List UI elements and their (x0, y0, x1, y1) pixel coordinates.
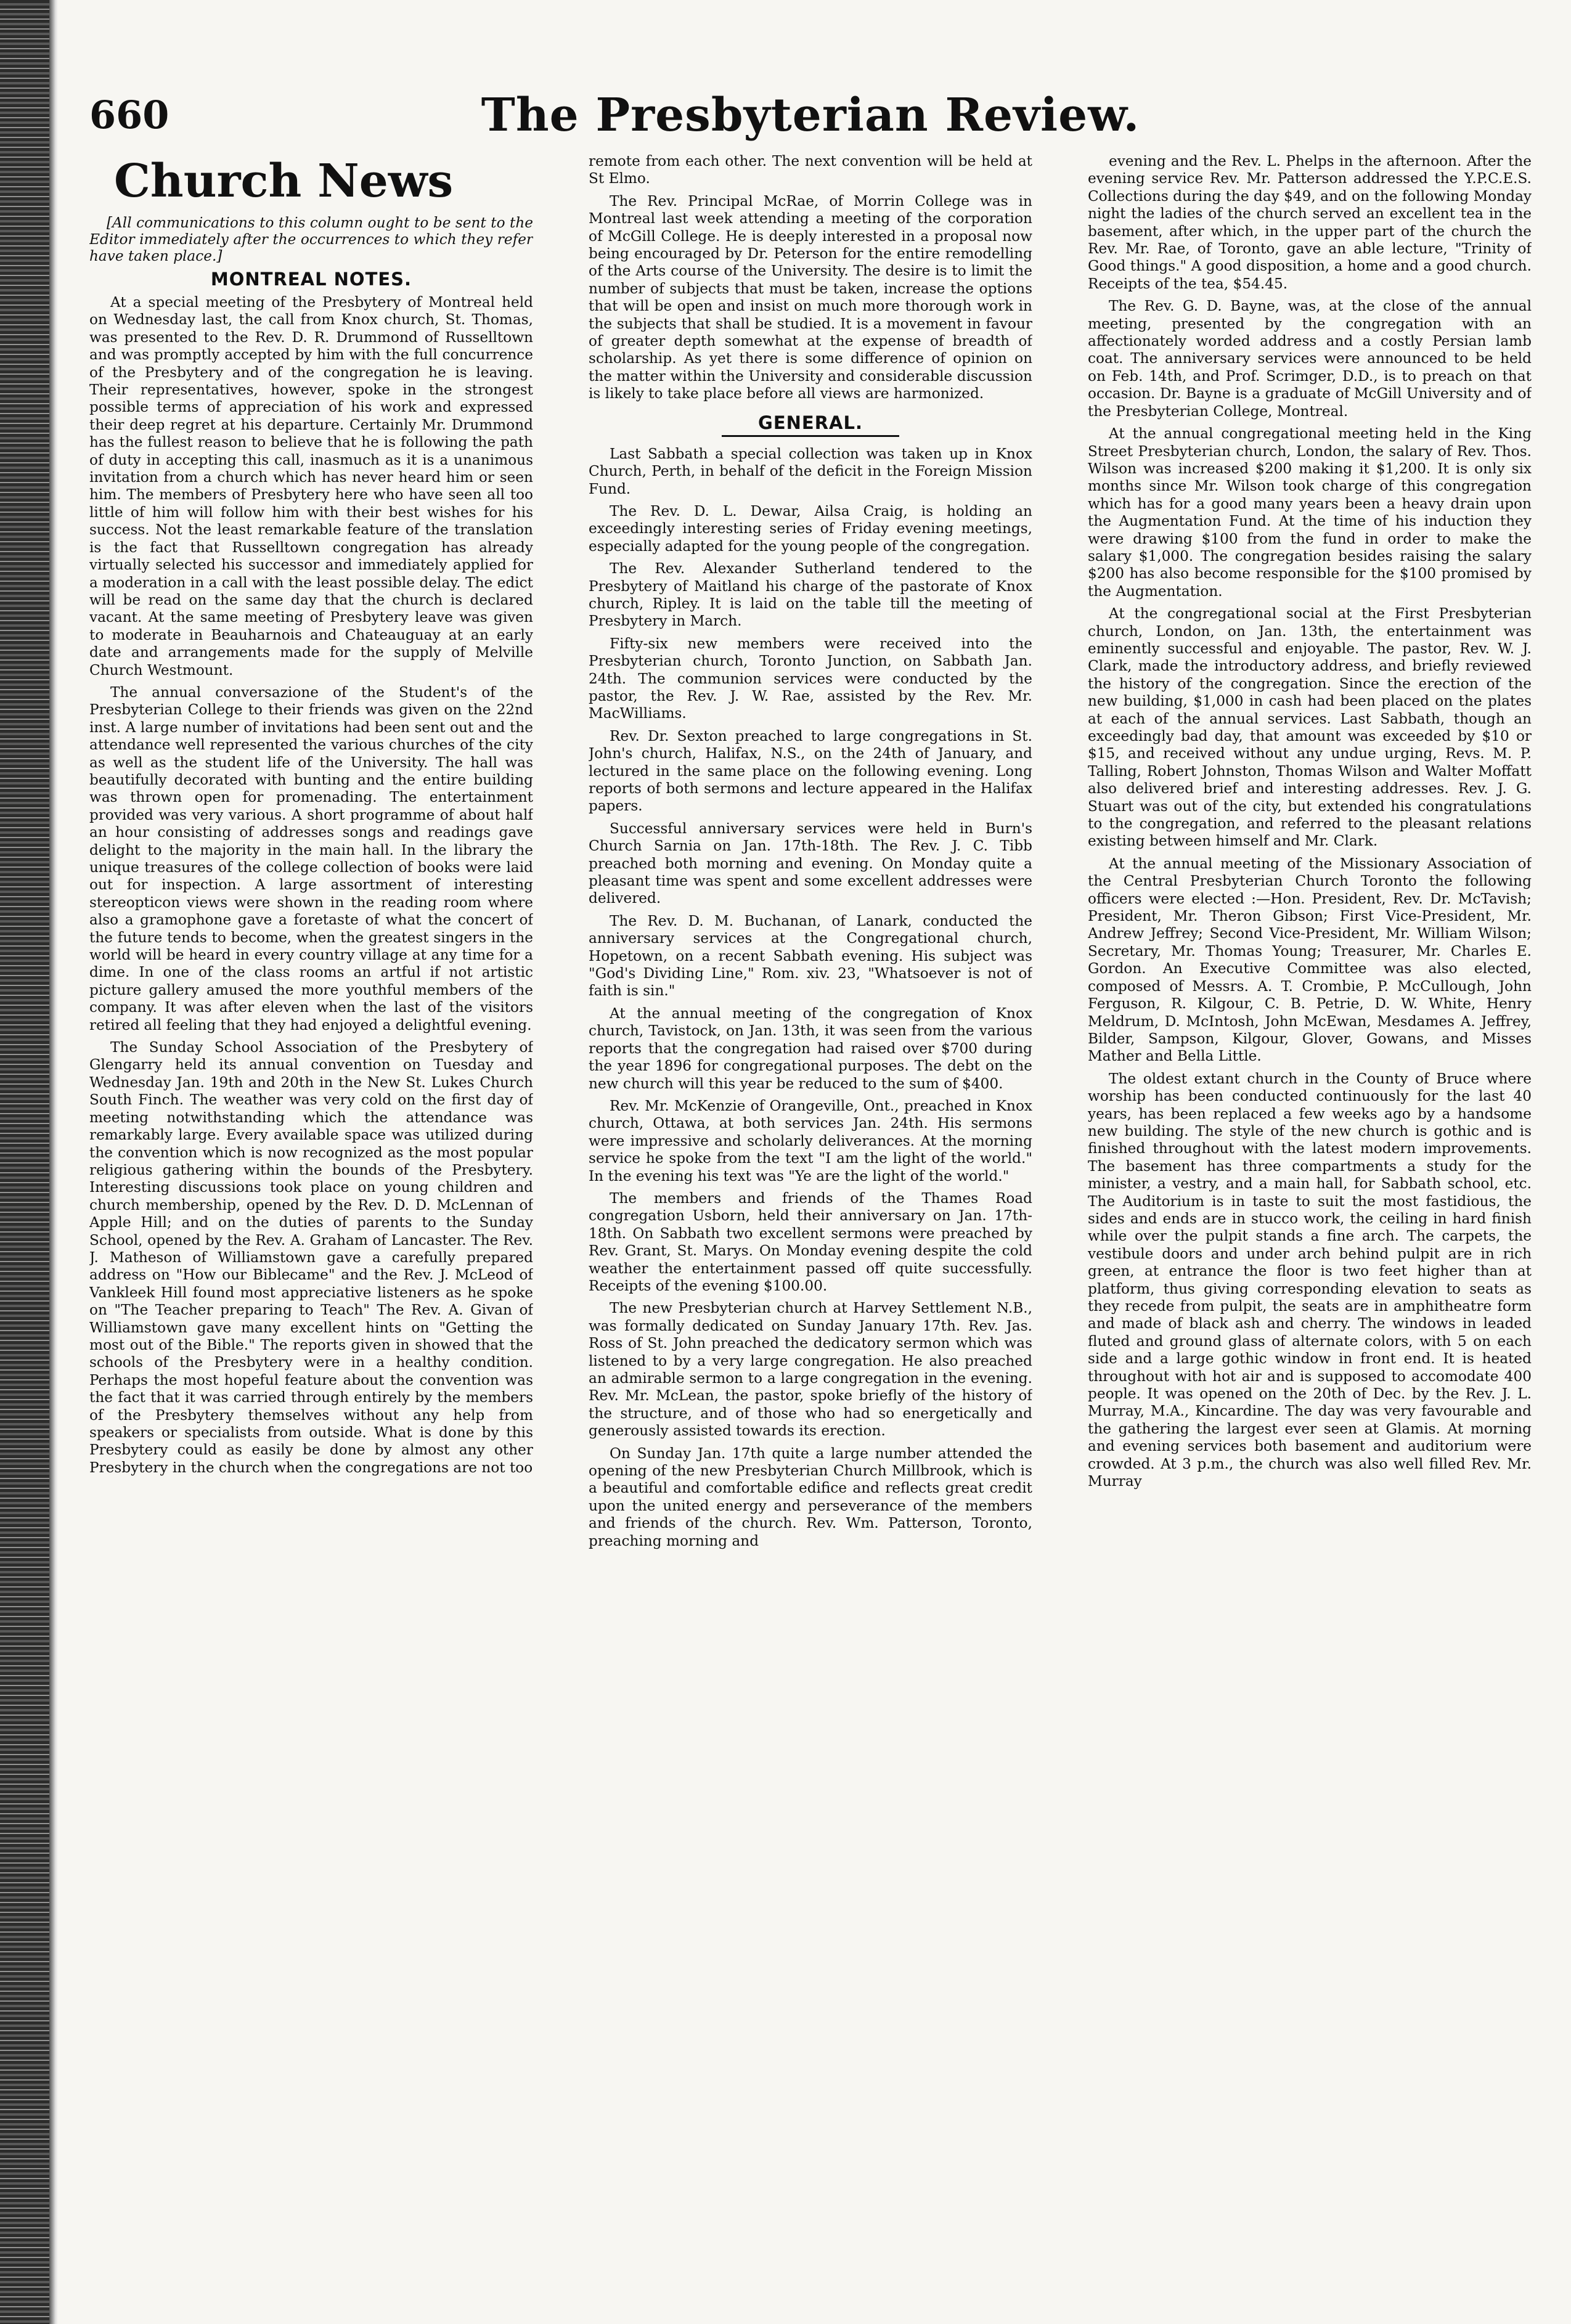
montreal-notes-heading: MONTREAL NOTES. (210, 269, 412, 290)
article-paragraph: The annual conversazione of the Student's of the Presbyterian College to their friends was given on the 22nd inst. A large number of invitations had been sent out and the attendance well represented the various churches of the city as well as the student life of the University. The hall was beautifully decorated with bunting and the entire building was thrown open for promenading. The entertainment provided was very various. A short programme of about half an hour consisting of addresses songs and readings gave delight to the majority in the main hall. In the library the unique treasures of the college collection of books were laid out for inspection. A large assortment of interesting stereopticon views were shown in the reading room where also a gramophone gave a foretaste of what the concert of the future tends to become, when the greatest singers in the world will be heard in every country village at any time for a dime. In one of the class rooms an artful if not artistic picture gallery amused the more youthful members of the company. It was after eleven when the last of the visitors retired all feeling that they had enjoyed a delightful evening. (89, 683, 533, 1034)
article-paragraph: The oldest extant church in the County of Bruce where worship has been conducted continuously for the last 40 years, has been replaced a few weeks ago by a handsome new building. The style of the new church is gothic and is finished throughout with the latest modern improvements. The basement has three compartments a study for the minister, a vestry, and a main hall, for Sabbath school, etc. The Auditorium is in taste to suit the most fastidious, the sides and ends are in stucco work, the ceiling in hard finish while over the pulpit stands a fine arch. The carpets, the vestibule doors and under arch behind pulpit are in rich green, at entrance the floor is two feet higher than at platform, thus giving corresponding elevation to seats as they recede from pulpit, the seats are in amphitheatre form and made of black ash and cherry. The windows in leaded fluted and ground glass of alternate colors, with 5 on each side and a large gothic window in front end. It is heated throughout with hot air and is supposed to accomodate 400 people. It was opened on the 20th of Dec. by the Rev. J. L. Murray, M.A., Kincardine. The day was very favourable and the gathering the largest ever seen at Glamis. At morning and evening services both basement and auditorium were crowded. At 3 p.m., the church was also well filled Rev. Mr. Murray (1088, 1070, 1532, 1490)
column-1 (89, 153, 533, 2273)
article-paragraph: At the congregational social at the First Presbyterian church, London, on Jan. 13th, the entertainment was eminently successful and enjoyable. The pastor, Rev. W. J. Clark, made the introductory address, and briefly reviewed the history of the congregation. Since the erection of the new building, $1,000 in cash had been placed on the plates at each of the annual services. Last Sabbath, though an exceedingly bad day, that amount was exceeded by $10 or $15, and received without any undue urging, Revs. M. P. Talling, Robert Johnston, Thomas Wilson and Walter Moffatt also delivered brief and interesting addresses. Rev. J. G. Stuart was out of the city, but extended his congratulations to the congregation, and referred to the pleasant relations existing between himself and Mr. Clark. (1088, 605, 1532, 850)
article-paragraph: The new Presbyterian church at Harvey Settlement N.B., was formally dedicated on Sunday January 17th. Rev. Jas. Ross of St. John preached the dedicatory sermon which was listened to by a very large congregation. He also preached an admirable sermon to a large congregation in the evening. Rev. Mr. McLean, the pastor, spoke briefly of the history of the structure, and of those who had so energetically and generously assisted towards its erection. (589, 1300, 1032, 1440)
book-binding-edge (0, 0, 49, 2324)
page-header (89, 89, 1532, 154)
page-number: 660 (89, 92, 169, 137)
publication-title: The Presbyterian Review. (481, 89, 1140, 142)
article-paragraph: The Rev. Alexander Sutherland tendered to the Presbytery of Maitland his charge of the pastorate of Knox church, Ripley. It is laid on the table till the meeting of Presbytery in March. (589, 560, 1032, 630)
article-paragraph: The Rev. D. L. Dewar, Ailsa Craig, is holding an exceedingly interesting series of Friday evening meetings, especially adapted for the young people of the congregation. (589, 502, 1032, 555)
article-paragraph: The Rev. Principal McRae, of Morrin College was in Montreal last week attending a meeting of the corporation of McGill College. He is deeply interested in a proposal now being encouraged by Dr. Peterson for the entire remodelling of the Arts course of the University. The desire is to limit the number of subjects that must be taken, increase the options that will be open and insist on much more thorough work in the subjects that shall be studied. It is a movement in favour of greater depth somewhat at the expense of breadth of scholarship. As yet there is some difference of opinion on the matter within the University and considerable discussion is likely to take place before all views are harmonized. (589, 192, 1032, 402)
newspaper-page (89, 89, 1532, 2286)
article-paragraph: The Rev. D. M. Buchanan, of Lanark, conducted the anniversary services at the Congregational church, Hopetown, on a recent Sabbath evening. His subject was "God's Dividing Line," Rom. xiv. 23, "Whatsoever is not of faith is sin." (589, 912, 1032, 1000)
column-2 (589, 153, 1032, 2273)
article-paragraph: Rev. Dr. Sexton preached to large congregations in St. John's church, Halifax, N.S., on the 24th of January, and lectured in the same place on the following evening. Long reports of both sermons and lecture appeared in the Halifax papers. (589, 727, 1032, 815)
article-paragraph: Successful anniversary services were held in Burn's Church Sarnia on Jan. 17th-18th. The Rev. J. C. Tibb preached both morning and evening. On Monday quite a pleasant time was spent and some excellent addresses were delivered. (589, 820, 1032, 907)
article-paragraph: At the annual meeting of the congregation of Knox church, Tavistock, on Jan. 13th, it was seen from the various reports that the congregation had raised over $700 during the year 1896 for congregational purposes. The debt on the new church will this year be reduced to the sum of $400. (589, 1005, 1032, 1092)
article-paragraph: At the annual congregational meeting held in the King Street Presbyterian church, London, the salary of Rev. Thos. Wilson was increased $200 making it $1,200. It is only six months since Mr. Wilson took charge of this congregation which has for a good many years been a heavy drain upon the Augmentation Fund. At the time of his induction they were drawing $100 from the fund in order to make the salary $1,000. The congregation besides raising the salary $200 has also become responsible for the $100 promised by the Augmentation. (1088, 425, 1532, 600)
article-columns (89, 153, 1532, 2273)
binding-shadow (49, 0, 58, 2324)
article-paragraph: On Sunday Jan. 17th quite a large number attended the opening of the new Presbyterian Church Millbrook, which is a beautiful and comfortable edifice and reflects great credit upon the united energy and perseverance of the members and friends of the church. Rev. Wm. Patterson, Toronto, preaching morning and (589, 1445, 1032, 1549)
article-paragraph: The members and friends of the Thames Road congregation Usborn, held their anniversary on Jan. 17th-18th. On Sabbath two excellent sermons were preached by Rev. Grant, St. Marys. On Monday evening despite the cold weather the entertainment passed off quite successfully. Receipts of the evening $100.00. (589, 1189, 1032, 1294)
article-paragraph: evening and the Rev. L. Phelps in the afternoon. After the evening service Rev. Mr. Patterson addressed the Y.P.C.E.S. Collections during the day $49, and on the following Monday night the ladies of the church served an excellent tea in the basement, after which, in the upper part of the church the Rev. Mr. Rae, of Toronto, gave an able lecture, "Trinity of Good things." A good disposition, a home and a good church. Receipts of the tea, $54.45. (1088, 153, 1532, 292)
article-paragraph: Last Sabbath a special collection was taken up in Knox Church, Perth, in behalf of the deficit in the Foreign Mission Fund. (589, 445, 1032, 497)
article-paragraph: The Sunday School Association of the Presbytery of Glengarry held its annual convention on Tuesday and Wednesday Jan. 19th and 20th in the New St. Lukes Church South Finch. The weather was very cold on the first day of meeting notwithstanding which the attendance was remarkably large. Every available space was utilized during the convention which is now recognized as the most popular religious gathering within the bounds of the Presbytery. Interesting discussions took place on young children and church membership, opened by the Rev. D. D. McLennan of Apple Hill; and on the duties of parents to the Sunday School, opened by the Rev. A. Graham of Lancaster. The Rev. J. Matheson of Williamstown gave a carefully prepared address on "How our Biblecame" and the Rev. J. McLeod of Vankleek Hill found most appreciative listeners as he spoke on "The Teacher preparing to Teach" The Rev. A. Givan of Williamstown gave many excellent hints on "Getting the most out of the Bible." The reports given in showed that the schools of the Presbytery were in a healthy condition. Perhaps the most hopeful feature about the convention was the fact that it was carried through entirely by the members of the Presbytery themselves without any help from speakers or specialists from outside. What is done by this Presbytery could as easily be done by almost any other Presbytery in the church when the congregations are not too (89, 1039, 533, 1476)
column-3 (1088, 153, 1532, 2273)
general-heading: GENERAL. (722, 412, 899, 437)
editor-note: [All communications to this column ought to be sent to the Editor immediately after the occurrences to which they refer have taken place.] (89, 214, 533, 264)
article-paragraph: At the annual meeting of the Missionary Association of the Central Presbyterian Church Toronto the following officers were elected :—Hon. President, Rev. Dr. McTavish; President, Mr. Theron Gibson; First Vice-President, Mr. Andrew Jeffrey; Second Vice-President, Mr. William Wilson; Secretary, Mr. Thomas Young; Treasurer, Mr. Charles E. Gordon. An Executive Committee was also elected, composed of Messrs. A. T. Crombie, P. McCullough, John Ferguson, R. Kilgour, C. B. Petrie, D. W. White, Henry Meldrum, D. McIntosh, John McEwan, Mesdames A. Jeffrey, Bilder, Sampson, Kilgour, Glover, Gowans, and Misses Mather and Bella Little. (1088, 855, 1532, 1065)
article-paragraph: remote from each other. The next convention will be held at St Elmo. (589, 153, 1032, 187)
article-paragraph: The Rev. G. D. Bayne, was, at the close of the annual meeting, presented by the congregation with an affectionately worded address and a costly Persian lamb coat. The anniversary services were announced to be held on Feb. 14th, and Prof. Scrimger, D.D., is to preach on that occasion. Dr. Bayne is a graduate of McGill University and of the Presbyterian College, Montreal. (1088, 298, 1532, 420)
section-title: Church News (114, 155, 454, 208)
article-paragraph: Rev. Mr. McKenzie of Orangeville, Ont., preached in Knox church, Ottawa, at both services Jan. 24th. His sermons were impressive and scholarly deliverances. At the morning service he spoke from the text "I am the light of the world." In the evening his text was "Ye are the light of the world." (589, 1097, 1032, 1184)
article-paragraph: At a special meeting of the Presbytery of Montreal held on Wednesday last, the call from Knox church, St. Thomas, was presented to the Rev. D. R. Drummond of Russelltown and was promptly accepted by him with the full concurrence of the Presbytery and of the congregation he is leaving. Their representatives, however, spoke in the strongest possible terms of appreciation of his work and expressed their deep regret at his departure. Certainly Mr. Drummond has the fullest reason to believe that he is following the path of duty in accepting this call, inasmuch as it is a unanimous invitation from a church which has never heard him or seen him. The members of Presbytery here who have seen all too little of him will follow him with their best wishes for his success. Not the least remarkable feature of the translation is the fact that Russelltown congregation has already virtually selected his successor and immediately applied for a moderation in a call with the least possible delay. The edict will be read on the same day that the church is declared vacant. At the same meeting of Presbytery leave was given to moderate in Beauharnois and Chateauguay at an early date and arrangements made for the supply of Melville Church Westmount. (89, 294, 533, 679)
article-paragraph: Fifty-six new members were received into the Presbyterian church, Toronto Junction, on Sabbath Jan. 24th. The communion services were conducted by the pastor, the Rev. J. W. Rae, assisted by the Rev. Mr. MacWilliams. (589, 635, 1032, 722)
